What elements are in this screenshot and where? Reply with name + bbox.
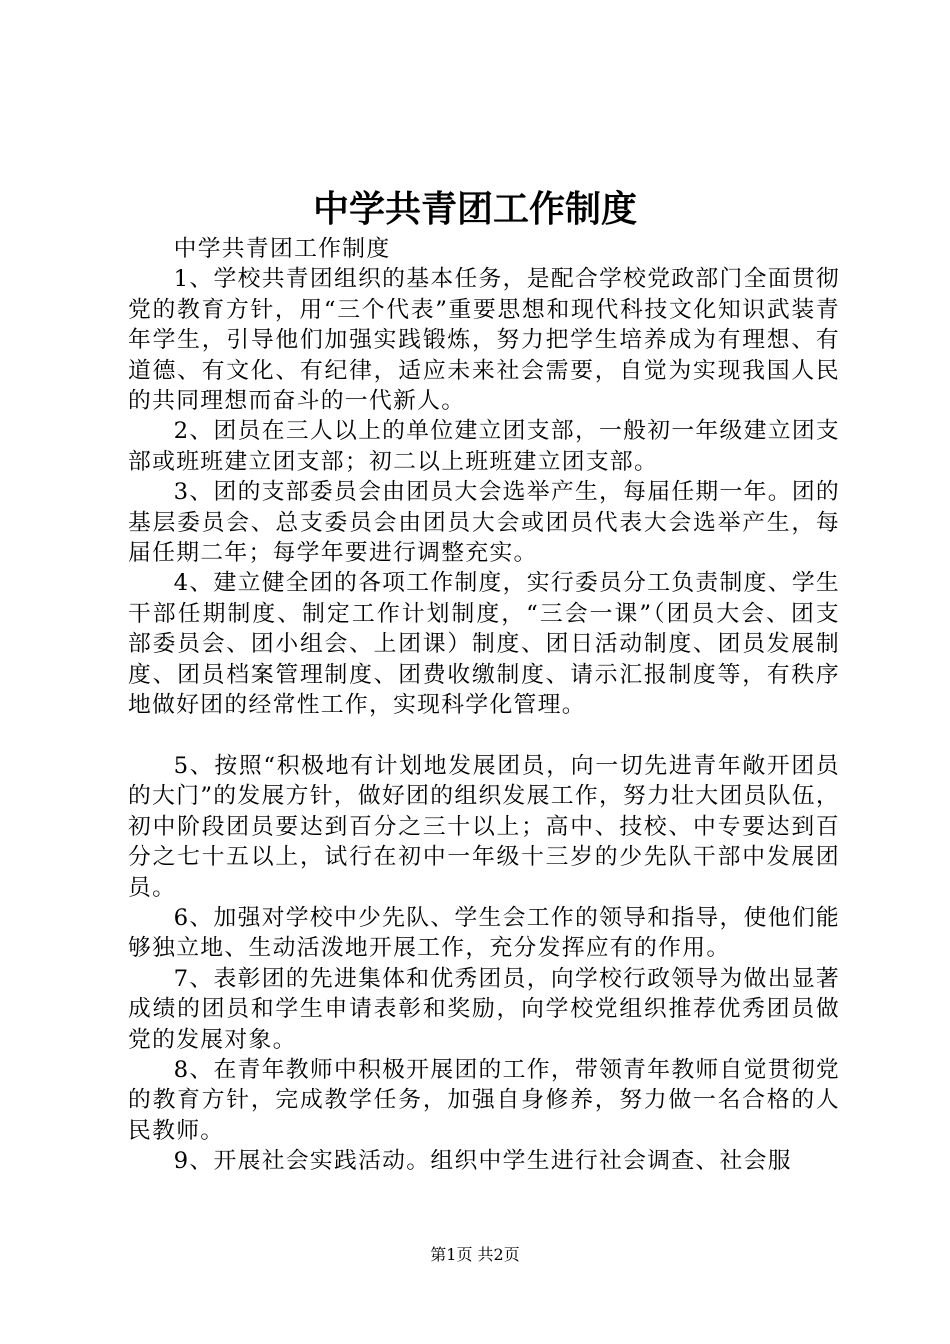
document-body — [128, 234, 840, 1177]
paragraph-2: 2、团员在三人以上的单位建立团支部，一般初一年级建立团支部或班班建立团支部；初二以上班班建立团支部。 — [128, 418, 841, 475]
paragraph-7: 7、表彰团的先进集体和优秀团员，向学校行政领导为做出显著成绩的团员和学生申请表彰和奖励，向学校党组织推荐优秀团员做党的发展对象。 — [128, 965, 841, 1053]
paragraph-9: 9、开展社会实践活动。组织中学生进行社会调查、社会服 — [173, 1148, 792, 1175]
paragraph-4: 4、建立健全团的各项工作制度，实行委员分工负责制度、学生干部任期制度、制定工作计划制度，“三会一课”（团员大会、团支部委员会、团小组会、上团课）制度、团日活动制度、团员发展制度、团员档案管理制度、团费收缴制度、请示汇报制度等，有秩序地做好团的经常性工作，实现科学化管理。 — [128, 570, 841, 719]
paragraph-1: 1、学校共青团组织的基本任务，是配合学校党政部门全面贯彻党的教育方针，用“三个代表”重要思想和现代科技文化知识武装青年学生，引导他们加强实践锻炼，努力把学生培养成为有理想、有道德、有文化、有纪律，适应未来社会需要，自觉为实现我国人民的共同理想而奋斗的一代新人。 — [128, 266, 841, 415]
paragraph-8: 8、在青年教师中积极开展团的工作，带领青年教师自觉贯彻党的教育方针，完成教学任务，加强自身修养，努力做一名合格的人民教师。 — [128, 1056, 841, 1144]
paragraph-6: 6、加强对学校中少先队、学生会工作的领导和指导，使他们能够独立地、生动活泼地开展工作，充分发挥应有的作用。 — [128, 904, 841, 962]
document-title: 中学共青团工作制度 — [312, 188, 637, 230]
page-footer: 第1页 共2页 — [430, 1245, 520, 1264]
paragraph-3: 3、团的支部委员会由团员大会选举产生，每届任期一年。团的基层委员会、总支委员会由团员大会或团员代表大会选举产生，每届任期二年；每学年要进行调整充实。 — [128, 479, 841, 567]
paragraph-spacer — [128, 721, 840, 751]
document-subtitle: 中学共青团工作制度 — [173, 236, 391, 262]
paragraph-5: 5、按照“积极地有计划地发展团员，向一切先进青年敞开团员的大门”的发展方针，做好团的组织发展工作，努力壮大团员队伍，初中阶段团员要达到百分之三十以上；高中、技校、中专要达到百分之七十五以上，试行在初中一年级十三岁的少先队干部中发展团员。 — [128, 752, 840, 901]
